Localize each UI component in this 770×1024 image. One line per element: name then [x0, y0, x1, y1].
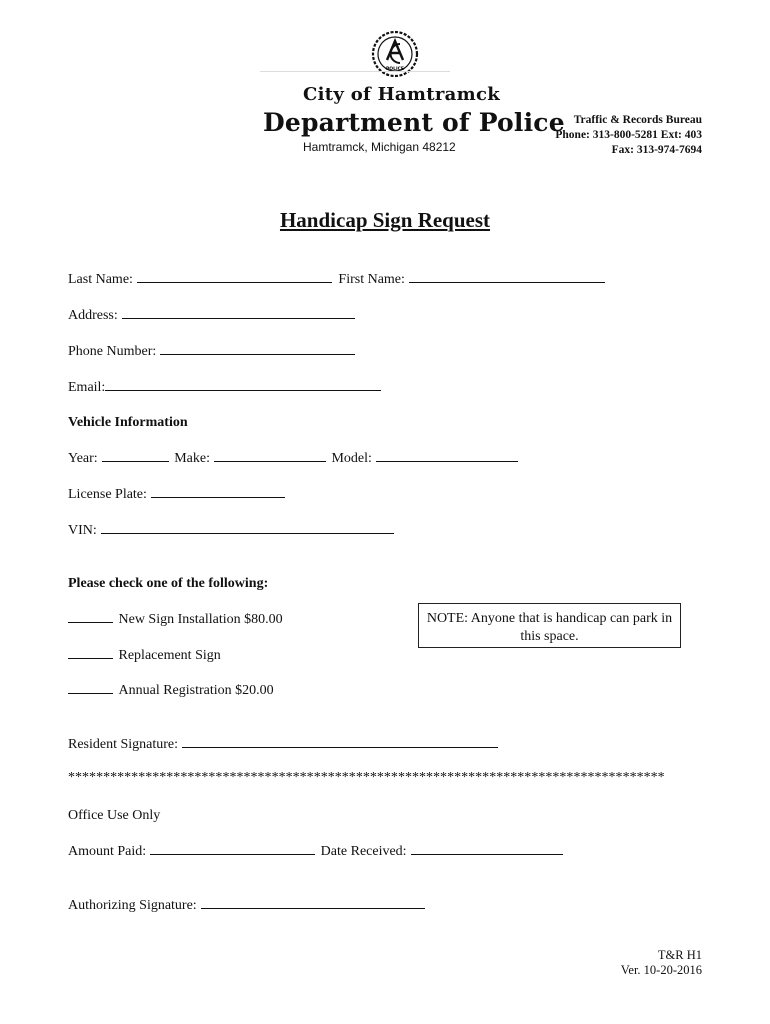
- header-divider: [260, 71, 450, 72]
- office-heading: Office Use Only: [68, 808, 161, 823]
- option-replacement-label: Replacement Sign: [118, 648, 221, 663]
- department-name: Department of Police: [263, 108, 565, 137]
- amount-paid-field[interactable]: [150, 853, 315, 855]
- option-annual: [68, 683, 274, 699]
- model-field[interactable]: [376, 460, 518, 462]
- year-field[interactable]: [102, 460, 169, 462]
- option-replacement: [68, 648, 221, 664]
- city-name: City of Hamtramck: [303, 84, 500, 105]
- option-new-sign-label: New Sign Installation $80.00: [118, 612, 283, 627]
- seal-text: POLICE: [385, 67, 405, 72]
- authorizing-field[interactable]: [201, 907, 425, 909]
- vin-field[interactable]: [101, 532, 394, 534]
- signature-label: Resident Signature:: [68, 737, 179, 752]
- first-name-field[interactable]: [409, 281, 605, 283]
- vin-label: VIN:: [68, 523, 97, 538]
- model-label: Model:: [331, 451, 372, 466]
- vehicle-row: [68, 451, 518, 467]
- signature-field[interactable]: [182, 746, 498, 748]
- address-field[interactable]: [122, 317, 355, 319]
- license-row: [68, 487, 285, 503]
- year-label: Year:: [68, 451, 98, 466]
- phone-label: Phone Number:: [68, 344, 157, 359]
- signature-row: [68, 737, 498, 753]
- office-payment-row: [68, 844, 563, 860]
- authorizing-row: [68, 898, 425, 914]
- email-field[interactable]: [105, 389, 381, 391]
- make-label: Make:: [174, 451, 210, 466]
- department-address: Hamtramck, Michigan 48212: [303, 140, 456, 154]
- phone-field[interactable]: [160, 353, 355, 355]
- amount-paid-label: Amount Paid:: [68, 844, 147, 859]
- option-new-sign: [68, 612, 283, 628]
- separator-line: *************************************************************************************: [68, 770, 665, 785]
- last-name-label: Last Name:: [68, 272, 133, 287]
- bureau-phone: Phone: 313-800-5281 Ext: 403: [555, 129, 702, 141]
- options-heading: Please check one of the following:: [68, 576, 269, 591]
- option-annual-label: Annual Registration $20.00: [118, 683, 274, 698]
- make-field[interactable]: [214, 460, 326, 462]
- name-row: [68, 272, 605, 288]
- license-label: License Plate:: [68, 487, 147, 502]
- option-annual-checkline[interactable]: [68, 692, 113, 694]
- form-code: T&R H1: [657, 948, 702, 962]
- form-version: Ver. 10-20-2016: [620, 963, 702, 977]
- option-replacement-checkline[interactable]: [68, 657, 113, 659]
- date-received-label: Date Received:: [320, 844, 407, 859]
- phone-row: [68, 344, 355, 360]
- email-label: Email:: [68, 380, 106, 395]
- option-new-sign-checkline[interactable]: [68, 621, 113, 623]
- address-label: Address:: [68, 308, 118, 323]
- bureau-fax: Fax: 313-974-7694: [611, 144, 702, 156]
- vehicle-heading: Vehicle Information: [68, 415, 188, 430]
- date-received-field[interactable]: [411, 853, 563, 855]
- form-title: Handicap Sign Request: [279, 208, 491, 232]
- first-name-label: First Name:: [338, 272, 405, 287]
- license-field[interactable]: [151, 496, 285, 498]
- bureau-name: Traffic & Records Bureau: [573, 114, 702, 126]
- email-row: [68, 380, 381, 396]
- note-box: NOTE: Anyone that is handicap can park in this space.: [418, 603, 681, 648]
- address-row: [68, 308, 355, 324]
- last-name-field[interactable]: [137, 281, 332, 283]
- authorizing-label: Authorizing Signature:: [68, 898, 197, 913]
- vin-row: [68, 523, 394, 539]
